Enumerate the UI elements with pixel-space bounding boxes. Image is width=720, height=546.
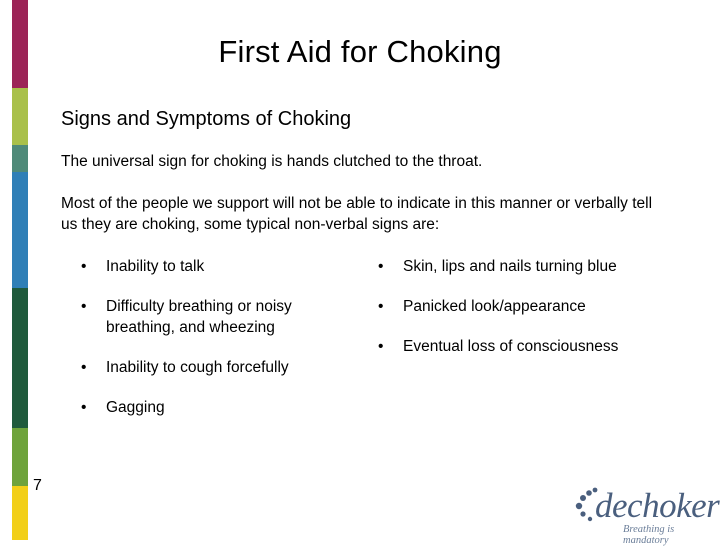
intro-paragraph: The universal sign for choking is hands clutched to the throat. <box>61 153 483 170</box>
list-item-text: Skin, lips and nails turning blue <box>403 258 617 275</box>
stripe-yellow <box>12 486 28 540</box>
dechoker-logo <box>575 486 720 546</box>
stripe-teal <box>12 145 28 172</box>
logo-wordmark: dechoker <box>595 486 720 525</box>
bullet-glyph: • <box>81 359 87 376</box>
bullet-glyph: • <box>378 258 384 275</box>
list-item-text: Panicked look/appearance <box>403 298 586 315</box>
list-item-text: Eventual loss of consciousness <box>403 338 619 355</box>
list-item <box>378 296 720 317</box>
list-item <box>81 357 356 378</box>
bullet-glyph: • <box>378 338 384 355</box>
page-number: 7 <box>33 477 42 494</box>
list-item-text: Difficulty breathing or noisy breathing, and wheezing <box>106 298 292 336</box>
list-item-text: Inability to talk <box>106 258 205 275</box>
decorative-color-stripes <box>12 0 28 540</box>
bullet-glyph: • <box>81 399 87 416</box>
section-heading: Signs and Symptoms of Choking <box>61 108 352 130</box>
stripe-blue <box>12 172 28 288</box>
bullet-glyph: • <box>81 258 87 275</box>
list-item <box>378 336 720 357</box>
bullet-glyph: • <box>81 298 87 315</box>
bullet-glyph: • <box>378 298 384 315</box>
list-item <box>81 397 356 418</box>
list-item <box>378 256 720 277</box>
list-item-text: Gagging <box>106 399 165 416</box>
list-item <box>81 296 346 338</box>
stripe-dark-green <box>12 288 28 428</box>
list-item-text: Inability to cough forcefully <box>106 359 289 376</box>
slide-title: First Aid for Choking <box>218 34 502 69</box>
stripe-green <box>12 428 28 486</box>
stripe-lime <box>12 88 28 145</box>
detail-paragraph: Most of the people we support will not be able to indicate in this manner or verbally tell us they are choking, some typical non-verbal signs are: <box>61 195 653 233</box>
list-item <box>81 256 356 277</box>
logo-tagline: Breathing is mandatory <box>623 524 675 546</box>
